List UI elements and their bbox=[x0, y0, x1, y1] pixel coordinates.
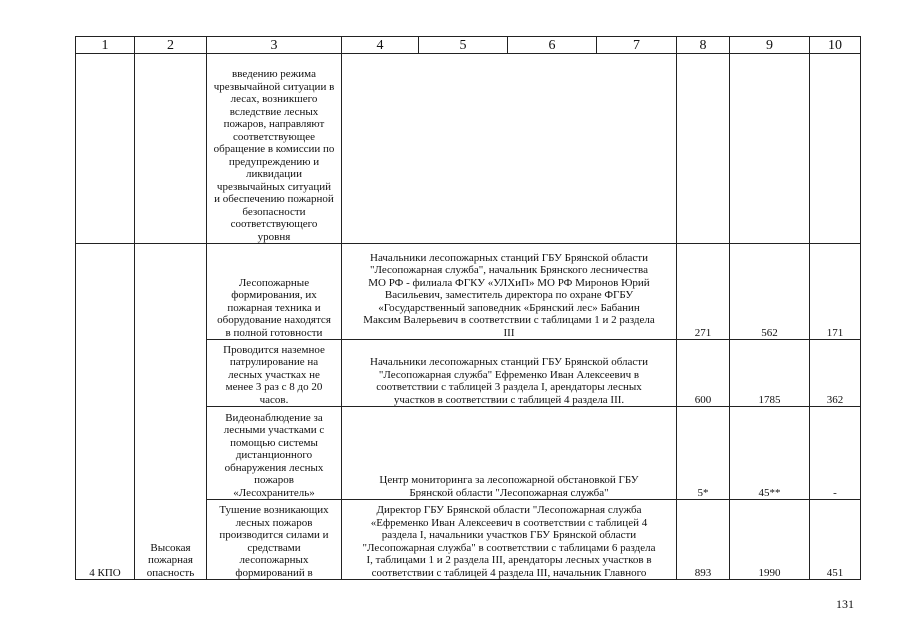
responsible-cell: Начальники лесопожарных станций ГБУ Брянской области "Лесопожарная служба", начальник Брянского лесничества МО РФ - филиала ФГКУ «УЛХиП» МО РФ Миронов Юрий Васильевич, заместитель директора по охране ФГБУ «Государственный заповедник «Брянский лес» Бабанин Максим Валерьевич в соответствии с таблицами 1 и 2 раздела III bbox=[342, 244, 677, 340]
responsible-cell: Начальники лесопожарных станций ГБУ Брянской области "Лесопожарная служба" Ефременко Иван Алексеевич в соответствии с таблицей 3 раздела I, арендаторы лесных участков в соответствии с таблицей 4 раздела III. bbox=[342, 340, 677, 407]
value-col-8: 5* bbox=[677, 407, 730, 500]
value-col-9 bbox=[730, 54, 810, 244]
value-col-10 bbox=[810, 54, 861, 244]
responsible-cell bbox=[342, 54, 677, 244]
measure-cell: Проводится наземное патрулирование на лесных участках не менее 3 раз с 8 до 20 часов. bbox=[207, 340, 342, 407]
measure-cell: Лесопожарные формирования, их пожарная техника и оборудование находятся в полной готовности bbox=[207, 244, 342, 340]
col-header-3: 3 bbox=[207, 37, 342, 54]
value-col-9: 1990 bbox=[730, 500, 810, 580]
col-header-4: 4 bbox=[342, 37, 419, 54]
value-col-9: 562 bbox=[730, 244, 810, 340]
col-header-2: 2 bbox=[135, 37, 207, 54]
measure-cell: Видеонаблюдение за лесными участками с помощью системы дистанционного обнаружения лесных пожаров «Лесохранитель» bbox=[207, 407, 342, 500]
col-header-5: 5 bbox=[419, 37, 508, 54]
main-table bbox=[75, 36, 861, 580]
col-header-1: 1 bbox=[76, 37, 135, 54]
value-col-8: 600 bbox=[677, 340, 730, 407]
table-row bbox=[76, 244, 861, 340]
value-col-9: 45** bbox=[730, 407, 810, 500]
header-row bbox=[76, 37, 861, 54]
value-col-10: 451 bbox=[810, 500, 861, 580]
cell-empty bbox=[76, 54, 135, 244]
value-col-8 bbox=[677, 54, 730, 244]
table-row bbox=[76, 54, 861, 244]
col-header-10: 10 bbox=[810, 37, 861, 54]
value-col-8: 271 bbox=[677, 244, 730, 340]
col-header-8: 8 bbox=[677, 37, 730, 54]
measure-cell: введению режима чрезвычайной ситуации в лесах, возникшего вследствие лесных пожаров, направляют соответствующее обращение в комиссии по предупреждению и ликвидации чрезвычайных ситуаций и обеспечению пожарной безопасности соответствующего уровня bbox=[207, 54, 342, 244]
col-header-9: 9 bbox=[730, 37, 810, 54]
col-header-7: 7 bbox=[597, 37, 677, 54]
fire-danger-cell: Высокая пожарная опасность bbox=[135, 244, 207, 580]
value-col-10: 362 bbox=[810, 340, 861, 407]
measure-cell: Тушение возникающих лесных пожаров производится силами и средствами лесопожарных формирований в bbox=[207, 500, 342, 580]
cell-empty bbox=[135, 54, 207, 244]
value-col-10: - bbox=[810, 407, 861, 500]
value-col-8: 893 bbox=[677, 500, 730, 580]
page-number: 131 bbox=[836, 597, 854, 611]
value-col-9: 1785 bbox=[730, 340, 810, 407]
responsible-cell: Директор ГБУ Брянской области "Лесопожарная служба «Ефременко Иван Алексеевич в соответствии с таблицей 4 раздела I, начальники участков ГБУ Брянской области "Лесопожарная служба" в соответствии с таблицами 6 раздела I, таблицами 1 и 2 раздела III, арендаторы лесных участков в соответствии с таблицей 4 раздела III, начальник Главного bbox=[342, 500, 677, 580]
value-col-10: 171 bbox=[810, 244, 861, 340]
col-header-6: 6 bbox=[508, 37, 597, 54]
kpo-class-cell: 4 КПО bbox=[76, 244, 135, 580]
responsible-cell: Центр мониторинга за лесопожарной обстановкой ГБУ Брянской области "Лесопожарная служба" bbox=[342, 407, 677, 500]
